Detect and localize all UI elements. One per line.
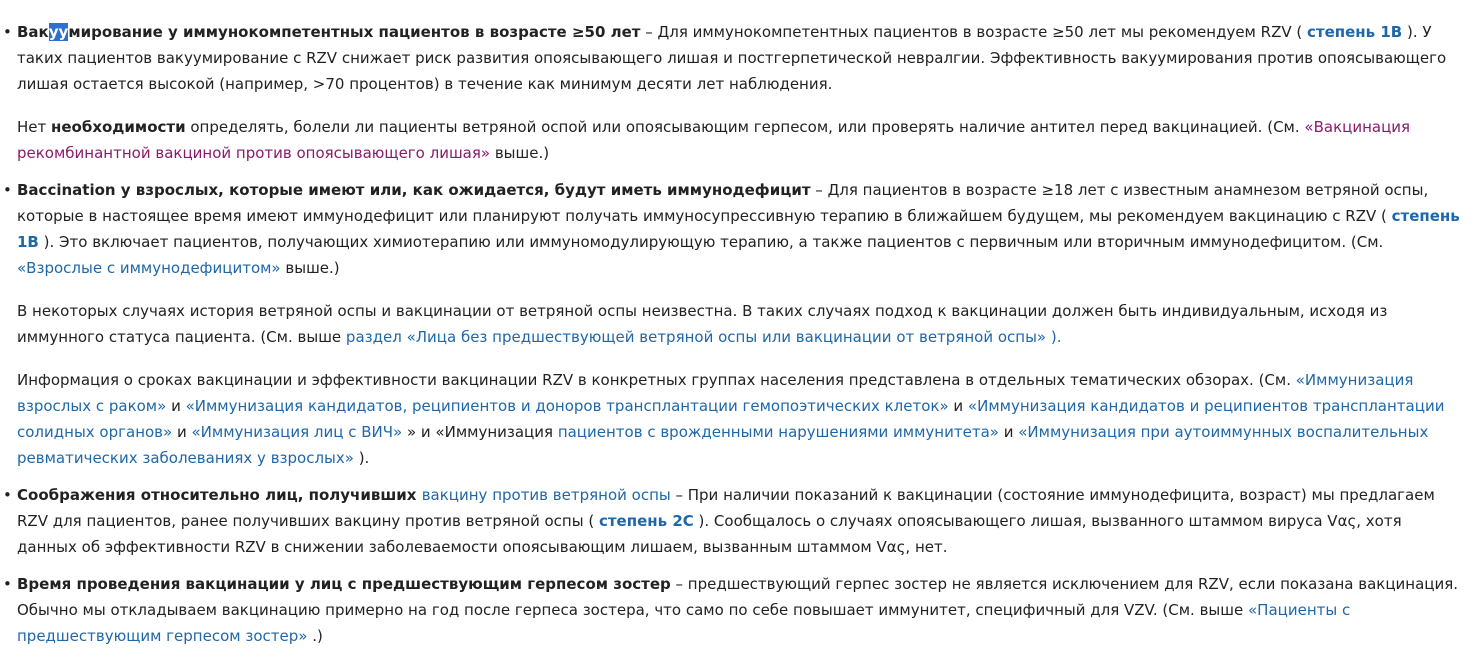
selected-text: уу xyxy=(48,23,69,41)
bullet: • xyxy=(3,486,12,504)
topic-link[interactable]: «Иммунизация кандидатов, реципиентов и доноров трансплантации гемопоэтических клеток» xyxy=(185,397,949,415)
cross-reference-link[interactable]: «Пациенты с предшествующим герпесом зостер» xyxy=(17,601,1351,645)
cross-reference-link[interactable]: вакцину против ветряной оспы xyxy=(421,486,671,504)
grade-link[interactable]: степень 1B xyxy=(17,207,1460,251)
paragraph: Время проведения вакцинации у лиц с предшествующим герпесом зостер – предшествующий герпес зостер не является исключением для RZV, если показана вакцинация. Обычно мы откладываем вакцинацию примерно на год после герпеса зостера, что само по себе повышает иммунитет, специфичный для VZV. (См. выше «Пациенты с предшествующим герпесом зостер» .) xyxy=(17,575,1459,645)
recommendations-list xyxy=(0,19,1460,660)
topic-link[interactable]: «Иммунизация лиц с ВИЧ» xyxy=(191,423,403,441)
paragraph: Нет необходимости определять, болели ли пациенты ветряной оспой или опоясывающим герпесом, или проверять наличие антител перед вакцинацией. (См. «Вакцинация рекомбинантной вакциной против опоясывающего лишая» выше.) xyxy=(17,118,1411,162)
paragraph: Вакуумирование у иммунокомпетентных пациентов в возрасте ≥50 лет – Для иммунокомпетентных пациентов в возрасте ≥50 лет мы рекомендуем RZV ( степень 1B ). У таких пациентов вакуумирование с RZV снижает риск развития опоясывающего лишая и постгерпетической невралгии. Эффективность вакуумирования против опоясывающего лишая остается высокой (например, >70 процентов) в течение как минимум десяти лет наблюдения. xyxy=(17,23,1447,93)
item-heading: Вакуумирование у иммунокомпетентных пациентов в возрасте ≥50 лет xyxy=(17,23,641,41)
paragraph: Baccination у взрослых, которые имеют или, как ожидается, будут иметь иммунодефицит – Для пациентов в возрасте ≥18 лет с известным анамнезом ветряной оспы, которые в настоящее время имеют иммунодефицит или планируют получать иммуносупрессивную терапию в ближайшем будущем, мы рекомендуем вакцинацию с RZV ( степень 1B ). Это включает пациентов, получающих химиотерапию или иммуномодулирующую терапию, а также пациентов с первичным или вторичным иммунодефицитом. (См. «Взрослые с иммунодефицитом» выше.) xyxy=(17,181,1460,277)
cross-reference-link[interactable]: «Вакцинация рекомбинантной вакциной против опоясывающего лишая» xyxy=(17,118,1411,162)
item-heading: Время проведения вакцинации у лиц с предшествующим герпесом зостер xyxy=(17,575,671,593)
topic-link[interactable]: «Иммунизация взрослых с раком» xyxy=(17,371,1414,415)
topic-link[interactable]: «Иммунизация кандидатов и реципиентов трансплантации солидных органов» xyxy=(17,397,1445,441)
item-heading: Baccination у взрослых, которые имеют или, как ожидается, будут иметь иммунодефицит xyxy=(17,181,811,199)
paragraph: В некоторых случаях история ветряной оспы и вакцинации от ветряной оспы неизвестна. В таких случаях подход к вакцинации должен быть индивидуальным, исходя из иммунного статуса пациента. (См. выше раздел «Лица без предшествующей ветряной оспы или вакцинации от ветряной оспы» ). xyxy=(17,302,1388,346)
list-item xyxy=(0,482,1460,560)
paragraph: Соображения относительно лиц, получивших вакцину против ветряной оспы – При наличии показаний к вакцинации (состояние иммунодефицита, возраст) мы предлагаем RZV для пациентов, ранее получивших вакцину против ветряной оспы ( степень 2C ). Сообщалось о случаях опоясывающего лишая, вызванного штаммом вируса Vας, хотя данных об эффективности RZV в снижении заболеваемости опоясывающим лишаем, вызванным штаммом Vας, нет. xyxy=(17,486,1435,556)
paragraph: Информация о сроках вакцинации и эффективности вакцинации RZV в конкретных группах населения представлена в отдельных тематических обзорах. (См. «Иммунизация взрослых с раком» и «Иммунизация кандидатов, реципиентов и доноров трансплантации гемопоэтических клеток» и «Иммунизация кандидатов и реципиентов трансплантации солидных органов» и «Иммунизация лиц с ВИЧ» » и «Иммунизация пациентов с врожденными нарушениями иммунитета» и «Иммунизация при аутоиммунных воспалительных ревматических заболеваниях у взрослых» ). xyxy=(17,371,1445,467)
topic-link[interactable]: пациентов с врожденными нарушениями иммунитета» xyxy=(557,423,999,441)
cross-reference-link[interactable]: «Взрослые с иммунодефицитом» xyxy=(17,259,281,277)
list-item xyxy=(0,571,1460,649)
list-item xyxy=(0,177,1460,471)
cross-reference-link[interactable]: раздел «Лица без предшествующей ветряной оспы или вакцинации от ветряной оспы» ). xyxy=(345,328,1062,346)
bullet: • xyxy=(3,575,12,593)
item-heading: Соображения относительно лиц, получивших xyxy=(17,486,422,504)
topic-link[interactable]: «Иммунизация при аутоиммунных воспалительных ревматических заболеваниях у взрослых» xyxy=(17,423,1429,467)
emphasis: необходимости xyxy=(51,118,186,136)
grade-link[interactable]: степень 2C xyxy=(598,512,694,530)
grade-link[interactable]: степень 1B xyxy=(1307,23,1403,41)
bullet: • xyxy=(3,23,12,41)
bullet: • xyxy=(3,181,12,199)
list-item xyxy=(0,19,1460,166)
